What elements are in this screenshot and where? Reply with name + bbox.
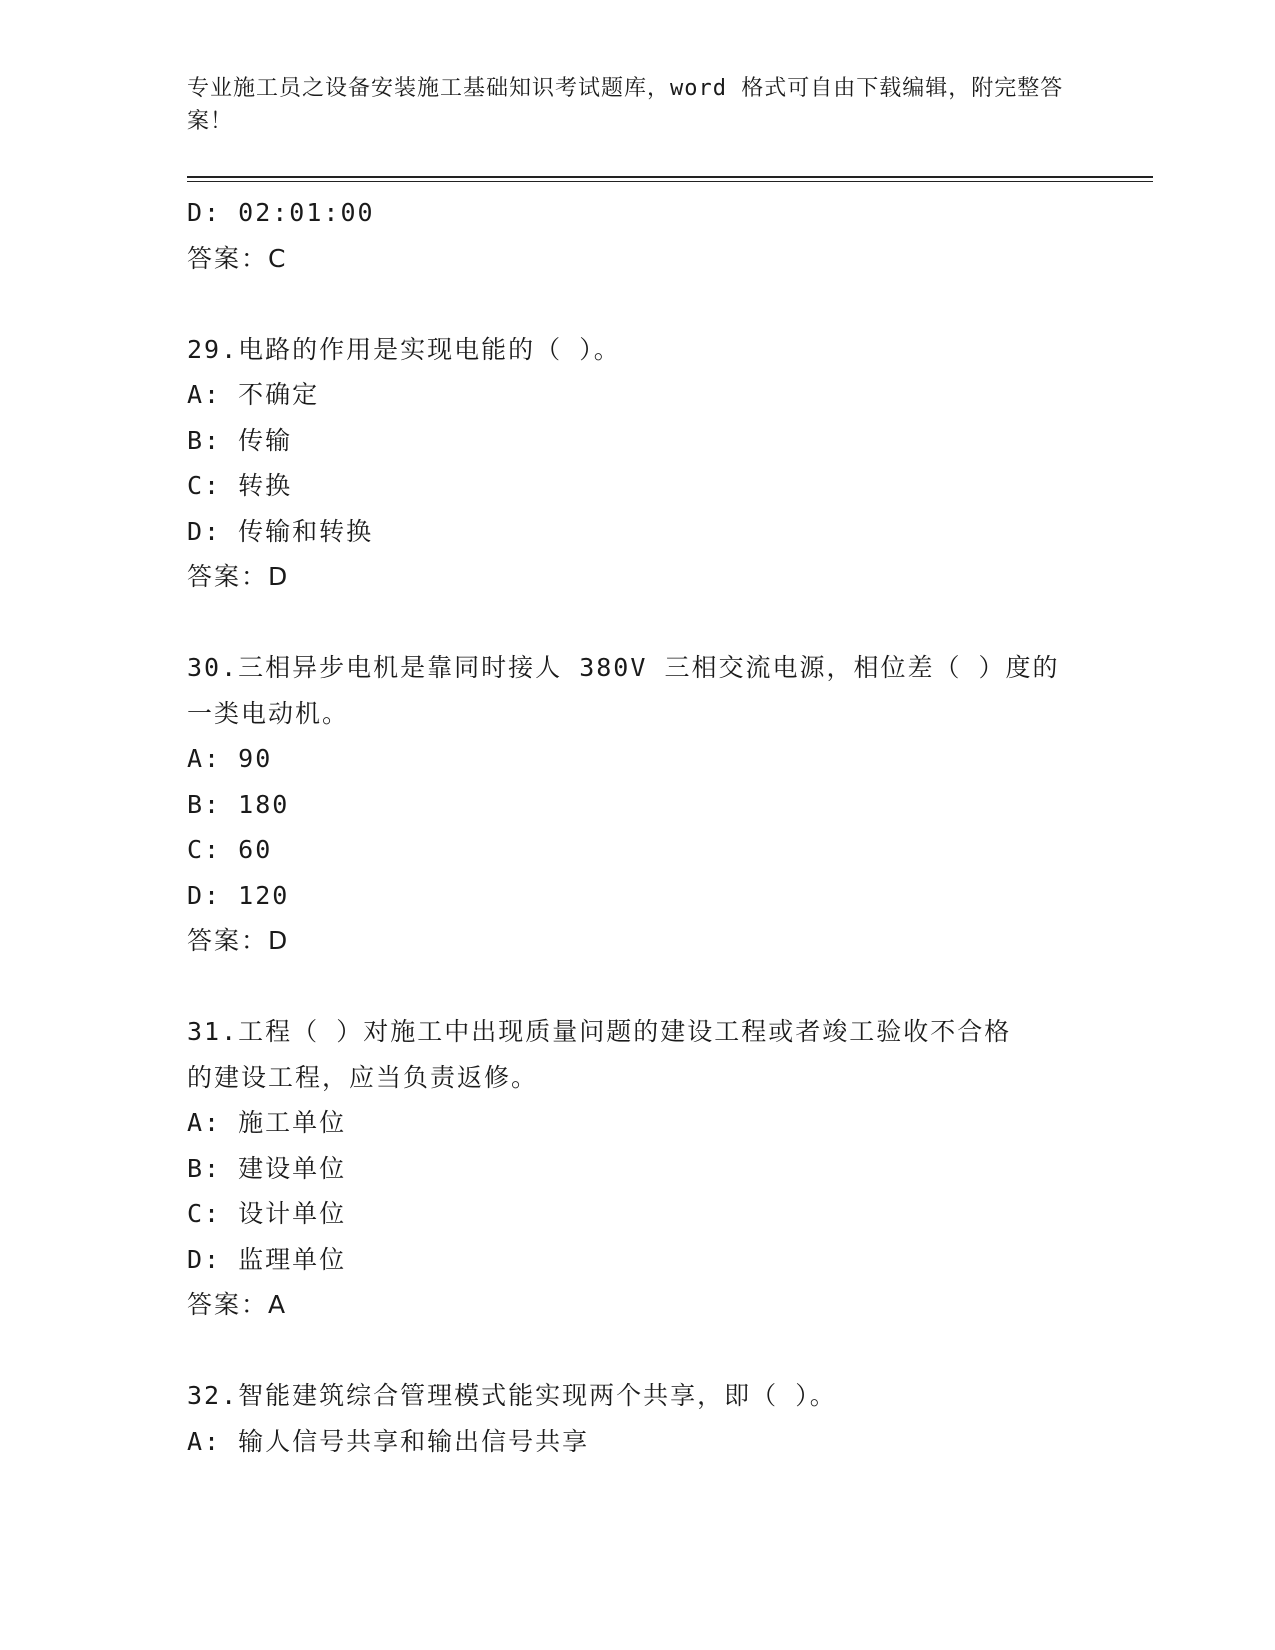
question-stem-line-1: 30.三相异步电机是靠同时接人 380V 三相交流电源，相位差（ ）度的 (187, 653, 1060, 682)
spacer (187, 1328, 1087, 1374)
question-stem: 29.电路的作用是实现电能的（ ）。 (187, 334, 621, 364)
spacer (187, 281, 1087, 327)
option-b: B: 建设单位 (187, 1153, 347, 1183)
answer: 答案：D (187, 562, 290, 591)
option-b: B: 传输 (187, 425, 293, 455)
option-b: B: 180 (187, 789, 290, 819)
header-divider-thin (187, 181, 1153, 182)
option-c: C: 设计单位 (187, 1199, 347, 1228)
option-d: D: 监理单位 (187, 1244, 347, 1274)
option-a: A: 输人信号共享和输出信号共享 (187, 1426, 590, 1456)
spacer (187, 964, 1087, 1010)
document-header: 专业施工员之设备安装施工基础知识考试题库，word 格式可自由下载编辑，附完整答案！ (187, 76, 1064, 134)
option-a: A: 不确定 (187, 380, 320, 409)
question-31 (187, 1009, 1087, 1328)
question-29 (187, 327, 1087, 600)
prev-option-d: D: 02:01:00 (187, 198, 375, 227)
question-list (187, 190, 1087, 1464)
question-32 (187, 1373, 1087, 1464)
question-stem: 32.智能建筑综合管理模式能实现两个共享，即（ ）。 (187, 1381, 837, 1410)
option-d: D: 120 (187, 880, 290, 910)
question-stem-line-2: 一类电动机。 (187, 698, 350, 728)
option-c: C: 转换 (187, 471, 293, 500)
option-a: A: 90 (187, 744, 273, 773)
header-divider-thick (187, 176, 1153, 178)
spacer (187, 600, 1087, 646)
question-30 (187, 645, 1087, 964)
question-stem-line-2: 的建设工程，应当负责返修。 (187, 1062, 539, 1092)
question-stem-line-1: 31.工程（ ）对施工中出现质量问题的建设工程或者竣工验收不合格 (187, 1017, 1012, 1046)
prev-answer: 答案：C (187, 243, 288, 273)
answer: 答案：D (187, 926, 290, 955)
answer: 答案：A (187, 1290, 288, 1319)
option-a: A: 施工单位 (187, 1108, 347, 1137)
option-c: C: 60 (187, 835, 273, 864)
option-d: D: 传输和转换 (187, 516, 374, 546)
